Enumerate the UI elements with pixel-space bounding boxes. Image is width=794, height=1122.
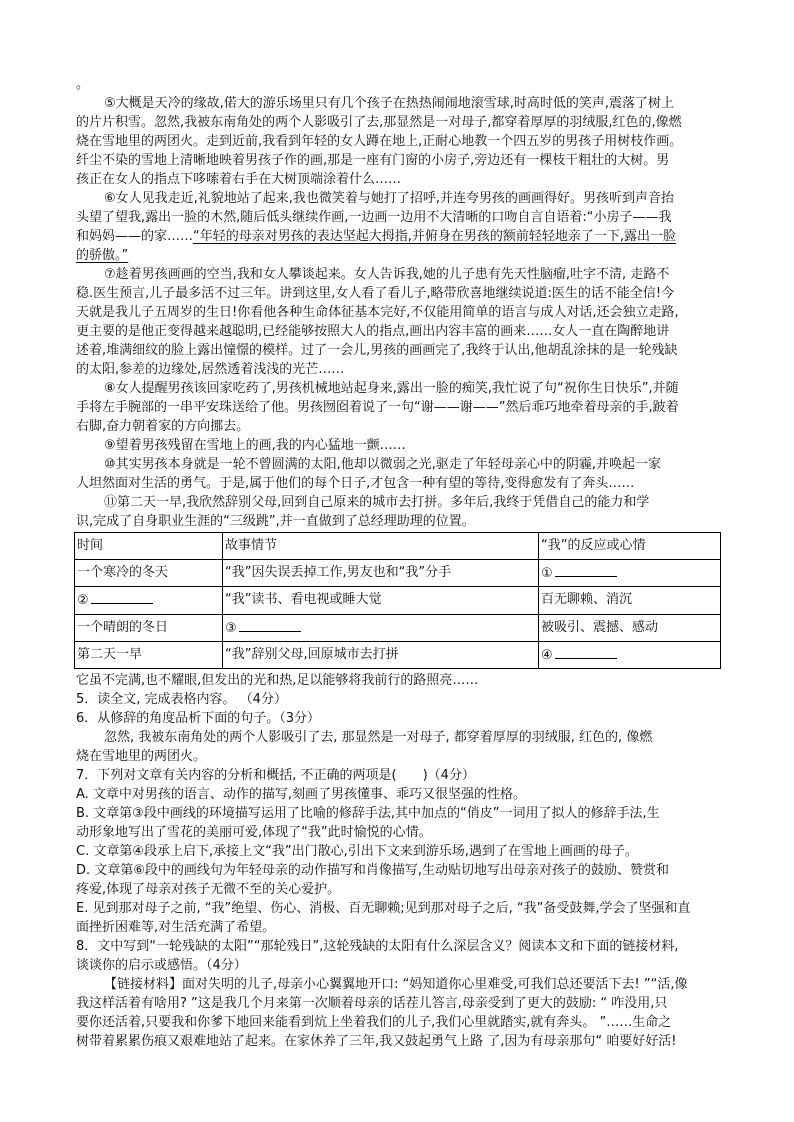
question-6-quote: 烧在雪地里的两团火。: [76, 749, 207, 764]
table-row: [75, 560, 721, 587]
table-cell: 百无聊赖、消沉: [539, 587, 721, 614]
answer-blank[interactable]: [555, 646, 617, 659]
passage-line: 稳.医生预言,儿子最多活不过三年。讲到这里,女人看了看儿子,略带欣喜地继续说道:医生的话不能全信!今: [76, 286, 675, 301]
table-row: [75, 641, 721, 668]
passage-line: 烧在雪地里的两团火。走到近前,我看到年轻的女人蹲在地上,正耐心地教一个四五岁的男孩子用树枝作画。: [76, 134, 683, 149]
table-cell-blank[interactable]: [539, 560, 721, 587]
table-row: [75, 587, 721, 614]
passage-line-with-underline: [76, 228, 726, 246]
answer-blank[interactable]: [91, 591, 153, 604]
table-cell: 第二天一早: [75, 641, 223, 668]
passage-line: ⑨望着男孩残留在雪地上的画,我的内心猛地一颤……: [104, 438, 406, 453]
answer-blank[interactable]: [239, 619, 301, 632]
table-cell: “我”辞别父母,回原城市去打拼: [223, 641, 539, 668]
option-a: A. 文章中对男孩的语言、动作的描写,刻画了男孩懂事、乖巧又很坚强的性格。: [76, 787, 527, 802]
passage-line: 头望了望我,露出一脸的木然,随后低头继续作画,一边画一边用不大清晰的口吻自言自语着:“小房子——我: [76, 210, 672, 225]
underlined-sentence: “年轻的母亲对男孩的表达坚起大拇指,并俯身在男孩的额前轻轻地亲了一下,露出一脸: [193, 229, 677, 244]
passage-line: 右脚,奋力朝着家的方向挪去。: [76, 419, 250, 434]
link-material: 要你还活着,只要我和你爹下地回来能看到炕上坐着我们的儿子,我们心里就踏实,就有奔头。 ”……生命之: [76, 1015, 672, 1030]
passage-line: 更主要的是他正变得越来越聪明,已经能够按照大人的指点,画出内容丰富的画来……女人一直在陶醉地讲: [76, 324, 670, 339]
link-material: 我这样活着有啥用? ”这是我几个月来第一次顺着母亲的话茬儿答言,母亲受到了更大的鼓励: “ 咋没用,只: [76, 996, 668, 1011]
passage-line: 纤尘不染的雪地上清晰地映着男孩子作的画,那是一座有门窗的小房子,旁边还有一棵枝干粗壮的大树。男: [76, 153, 670, 168]
table-header-row: [75, 533, 721, 560]
question-5: 5．读全文, 完成表格内容。 （4分）: [76, 692, 287, 707]
passage-line: 它虽不完满,也不耀眼,但发出的光和热,足以能够将我前行的路照亮……: [76, 673, 479, 688]
table-row: [75, 614, 721, 641]
question-6-quote: 忽然, 我被东南角处的两个人影吸引了去, 那显然是一对母子, 都穿着厚厚的羽绒服, 红色的, 像燃: [104, 730, 653, 745]
passage-line: ⑧女人提醒男孩该回家吃药了,男孩机械地站起身来,露出一脸的痴笑,我忙说了句“祝你生日快乐”,并随: [104, 381, 679, 396]
passage-line: ⑦趁着男孩画画的空当,我和女人攀谈起来。女人告诉我,她的儿子患有先天性脑瘤,吐字不清, 走路不: [104, 267, 670, 282]
stray-period: 。: [76, 77, 90, 92]
passage-line: ⑩其实男孩本身就是一轮不曾圆满的太阳,他却以微弱之光,驱走了年轻母亲心中的阴霾,并唤起一家: [104, 457, 662, 472]
blank-label: ④: [541, 647, 553, 663]
link-material: 【链接材料】面对失明的儿子,母亲小心翼翼地开口: “妈知道你心里难受,可我们总还要活下去! ”“活,像: [104, 977, 688, 992]
table-header: “我”的反应或心情: [539, 533, 721, 560]
answer-blank[interactable]: [555, 564, 617, 577]
blank-label: ②: [77, 593, 89, 609]
passage-line: 的片片积雪。忽然,我被东南角处的两个人影吸引了去,那显然是一对母子,都穿着厚厚的羽绒服,红色的,像燃: [76, 115, 682, 130]
table-cell: 一个寒冷的冬天: [75, 560, 223, 587]
table-header: 时间: [75, 533, 223, 560]
blank-label: ③: [225, 620, 237, 636]
passage-line: 述着,堆满细纹的脸上露出憧憬的模样。过了一会儿,男孩的画画完了,我终于认出,他胡乱涂抹的是一轮残缺: [76, 343, 678, 358]
option-b: 动形象地写出了雪花的美丽可爱,体现了“我”此时愉悦的心情。: [76, 825, 432, 840]
table-cell-blank[interactable]: [223, 614, 539, 641]
passage-line: [76, 247, 726, 265]
question-8: 8．文中写到“一轮残缺的太阳”“那轮残日”,这轮残缺的太阳有什么深层含义？阅读本文和下面的链接材料,: [76, 939, 679, 954]
option-c: C. 文章第④段承上启下,承接上文“我”出门散心,引出下文来到游乐场,遇到了在雪地上画画的母子。: [76, 844, 638, 859]
table-header: 故事情节: [223, 533, 539, 560]
passage-line: 识,完成了自身职业生涯的“三级跳”,并一直做到了总经理助理的位置。: [76, 514, 475, 529]
table-cell-blank[interactable]: [539, 641, 721, 668]
table-cell: “我”读书、看电视或睡大觉: [223, 587, 539, 614]
table-cell: “我”因失误丢掉工作,男友也和“我”分手: [223, 560, 539, 587]
passage-line: 孩正在女人的指点下哆嗦着右手在大树顶端涂着什么……: [76, 172, 402, 187]
table-cell: 一个晴朗的冬日: [75, 614, 223, 641]
option-d: 疼爱,体现了母亲对孩子无微不至的关心爱护。: [76, 882, 341, 897]
link-material: 树带着累累伤痕又艰难地站了起来。在家休养了三年,我又鼓起勇气上路 了,因为有母亲那句“ 咱要好好活!: [76, 1034, 677, 1049]
passage-line: ⑪第二天一早,我欣然辞别父母,回到自己原来的城市去打拼。多年后,我终于凭借自己的能力和学: [104, 495, 650, 510]
option-e: E. 见到那对母子之前, “我”绝望、伤心、消极、百无聊赖;见到那对母子之后, “我”备受鼓舞,学会了坚强和直: [76, 901, 691, 916]
table-cell-blank[interactable]: [75, 587, 223, 614]
option-b: B. 文章第③段中画线的环境描写运用了比喻的修辞手法,其中加点的“俏皮”一词用了拟人的修辞手法,生: [76, 806, 660, 821]
option-d: D. 文章第⑥段中的画线句为年轻母亲的动作描写和肖像描写,生动贴切地写出母亲对孩子的鼓励、赞赏和: [76, 863, 670, 878]
passage-line: 的太阳,参差的边缘处,居然透着浅浅的光芒……: [76, 362, 345, 377]
passage-line: 手将左手腕部的一串平安珠送给了他。男孩囫囵着说了一句“谢——谢——”然后乖巧地牵着母亲的手,跛着: [76, 400, 679, 415]
question-6: 6．从修辞的角度品析下面的句子。（3分）: [76, 711, 321, 726]
option-e: 面挫折困难等,对生活充满了希望。: [76, 920, 276, 935]
question-8: 谈谈你的启示或感悟。（4分）: [76, 958, 247, 973]
passage-line: ⑥女人见我走近,礼貌地站了起来,我也微笑着与她打了招呼,并连夸男孩的画画得好。男孩听到声音抬: [104, 191, 675, 206]
table-cell: 被吸引、震撼、感动: [539, 614, 721, 641]
passage-line: 天就是我儿子五周岁的生日!你看他各种生命体征基本完好,不仅能用简单的语言与成人对话,还会独立走路,: [76, 305, 679, 320]
underlined-sentence-end: 的骄傲。”: [76, 248, 129, 263]
blank-label: ①: [541, 566, 553, 582]
story-table: [74, 532, 721, 669]
passage-line: ⑤大概是天冷的缘故,偌大的游乐场里只有几个孩子在热热闹闹地滚雪球,时高时低的笑声,震落了树上: [104, 96, 675, 111]
passage-line: 人坦然面对生活的勇气。于是,属于他们的每个日子,才包含一种有望的等待,变得愈发有了奔头……: [76, 476, 635, 491]
passage-text: 和妈妈——的家……: [76, 229, 194, 244]
question-7: 7．下列对文章有关内容的分析和概括, 不正确的两项是( )（4分）: [76, 768, 475, 783]
